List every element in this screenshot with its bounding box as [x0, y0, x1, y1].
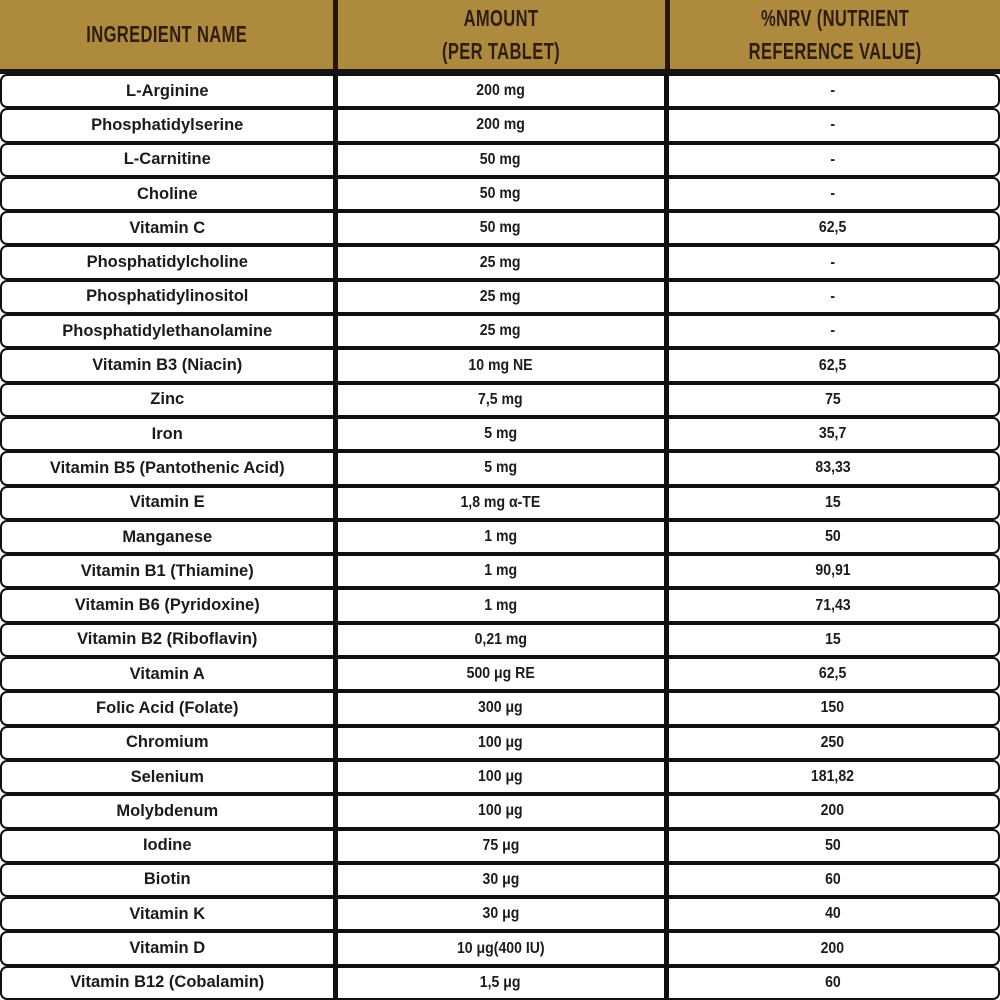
amount-value: 50 mg [480, 185, 521, 203]
ingredient-name-cell: Phosphatidylethanolamine [62, 321, 273, 340]
table-row [0, 760, 1000, 794]
table-row [0, 520, 1000, 554]
nrv-value: 200 [820, 802, 845, 820]
ingredient-name-cell: Iron [151, 424, 183, 443]
nrv-value: - [830, 185, 836, 203]
table-row [0, 417, 1000, 451]
ingredient-name-cell: Phosphatidylcholine [86, 253, 248, 272]
nrv-value: 150 [820, 699, 845, 717]
amount-value: 75 μg [482, 836, 519, 854]
nrv-cell [669, 625, 998, 655]
nrv-cell [669, 899, 998, 929]
amount-value: 30 μg [482, 870, 519, 888]
ingredient-name-cell: Vitamin K [129, 904, 206, 923]
amount-value: 25 mg [480, 287, 521, 305]
table-row [0, 451, 1000, 485]
table-header-row [0, 0, 1000, 74]
nrv-cell [669, 488, 998, 518]
table-row [0, 691, 1000, 725]
nrv-value: - [830, 116, 836, 134]
nrv-value: 181,82 [811, 768, 855, 786]
amount-value: 30 μg [482, 905, 519, 923]
amount-value: 1 mg [484, 596, 517, 614]
ingredient-name-cell: Choline [137, 184, 198, 203]
amount-value: 500 μg RE [466, 665, 535, 683]
nrv-value: 35,7 [819, 425, 847, 443]
nrv-cell [669, 693, 998, 723]
ingredient-name-cell: Vitamin A [129, 664, 205, 683]
nrv-cell [669, 831, 998, 861]
table-row [0, 829, 1000, 863]
nrv-value: 75 [824, 390, 841, 408]
nrv-value: - [830, 287, 836, 305]
table-row [0, 897, 1000, 931]
amount-cell [333, 179, 669, 209]
ingredient-name-cell: Vitamin B5 (Pantothenic Acid) [49, 458, 285, 477]
ingredient-name-cell: Iodine [142, 836, 192, 855]
nrv-value: - [830, 253, 836, 271]
ingredient-name-cell: Chromium [126, 733, 209, 752]
nrv-value: 83,33 [815, 459, 851, 477]
header-amount [333, 0, 670, 69]
table-row [0, 554, 1000, 588]
nrv-value: 60 [824, 973, 841, 991]
table-row [0, 314, 1000, 348]
nrv-value: - [830, 82, 836, 100]
header-nrv [670, 0, 1000, 69]
amount-value: 10 mg NE [468, 356, 533, 374]
nrv-cell [669, 590, 998, 620]
nrv-value: 50 [824, 836, 841, 854]
table-row [0, 383, 1000, 417]
nrv-value: 62,5 [819, 665, 847, 683]
table-row [0, 108, 1000, 142]
nrv-cell [669, 522, 998, 552]
amount-cell [333, 693, 669, 723]
amount-cell [333, 762, 669, 792]
amount-cell [333, 110, 669, 140]
nrv-cell [669, 350, 998, 380]
amount-cell [333, 247, 669, 277]
nrv-cell [669, 76, 998, 106]
amount-cell [333, 968, 669, 998]
amount-value: 7,5 mg [478, 390, 523, 408]
amount-cell [333, 145, 669, 175]
amount-cell [333, 282, 669, 312]
amount-value: 50 mg [480, 219, 521, 237]
nrv-value: 62,5 [819, 219, 847, 237]
table-row [0, 966, 1000, 1000]
nrv-cell [669, 247, 998, 277]
amount-value: 25 mg [480, 253, 521, 271]
amount-cell [333, 385, 669, 415]
nrv-cell [669, 145, 998, 175]
amount-value: 1 mg [484, 528, 517, 545]
ingredient-name-cell: Vitamin B12 (Cobalamin) [70, 973, 265, 992]
nrv-value: 40 [824, 905, 841, 923]
table-row [0, 280, 1000, 314]
amount-cell [333, 556, 669, 586]
ingredient-name-cell: Phosphatidylserine [91, 115, 244, 134]
ingredient-name-cell: Zinc [150, 390, 185, 409]
amount-value: 100 μg [478, 802, 523, 820]
nrv-value: - [830, 322, 836, 340]
table-row [0, 863, 1000, 897]
amount-cell [333, 933, 669, 963]
table-row [0, 348, 1000, 382]
amount-cell [333, 76, 669, 106]
table-row [0, 245, 1000, 279]
nrv-cell [669, 865, 998, 895]
amount-value: 300 μg [478, 699, 523, 717]
nrv-cell [669, 659, 998, 689]
ingredient-name-cell: Molybdenum [116, 801, 219, 820]
table-body [0, 74, 1000, 1000]
nrv-value: 15 [824, 630, 841, 648]
amount-value: 5 mg [484, 425, 517, 443]
header-ingredient-name [0, 0, 333, 69]
nrv-cell [669, 556, 998, 586]
ingredient-name-cell: Vitamin B3 (Niacin) [92, 356, 243, 375]
header-nrv-line1: %NRV (NUTRIENT [760, 5, 910, 32]
table-row [0, 931, 1000, 965]
amount-cell [333, 453, 669, 483]
table-row [0, 794, 1000, 828]
nrv-cell [669, 110, 998, 140]
amount-cell [333, 796, 669, 826]
table-row [0, 486, 1000, 520]
amount-cell [333, 316, 669, 346]
ingredient-name-cell: Selenium [130, 767, 204, 786]
header-ingredient-name-label: INGREDIENT NAME [86, 21, 247, 48]
ingredient-name-cell: Vitamin B1 (Thiamine) [80, 561, 254, 580]
ingredient-name-cell: Vitamin C [129, 218, 206, 237]
amount-value: 1,8 mg α-TE [460, 493, 541, 511]
ingredient-name-cell: Vitamin B6 (Pyridoxine) [74, 596, 260, 615]
amount-cell [333, 865, 669, 895]
table-row [0, 726, 1000, 760]
table-row [0, 588, 1000, 622]
header-nrv-line2: REFERENCE VALUE) [748, 37, 922, 64]
table-row [0, 623, 1000, 657]
header-amount-line1: AMOUNT [464, 5, 539, 32]
ingredient-name-cell: Phosphatidylinositol [86, 287, 249, 306]
nrv-cell [669, 282, 998, 312]
nrv-cell [669, 179, 998, 209]
amount-value: 200 mg [476, 116, 525, 134]
amount-value: 10 μg(400 IU) [456, 939, 545, 957]
ingredient-name-cell: Vitamin E [129, 493, 205, 512]
nrv-value: 71,43 [815, 596, 851, 614]
amount-cell [333, 488, 669, 518]
table-row [0, 143, 1000, 177]
amount-cell [333, 625, 669, 655]
amount-value: 1,5 μg [480, 973, 521, 991]
amount-value: 0,21 mg [474, 630, 527, 648]
nrv-cell [669, 419, 998, 449]
table-row [0, 211, 1000, 245]
ingredient-name-cell: Biotin [143, 870, 191, 889]
nrv-value: - [830, 150, 836, 168]
ingredient-name-cell: L-Carnitine [123, 150, 211, 169]
amount-value: 100 μg [478, 733, 523, 751]
nrv-value: 50 [824, 528, 841, 545]
amount-cell [333, 213, 669, 243]
table-row [0, 74, 1000, 108]
nrv-cell [669, 968, 998, 998]
nrv-cell [669, 385, 998, 415]
amount-cell [333, 728, 669, 758]
ingredient-name-cell: Folic Acid (Folate) [96, 698, 239, 717]
ingredient-name-cell: Manganese [122, 527, 213, 546]
header-amount-line2: (PER TABLET) [442, 37, 561, 64]
nrv-value: 200 [820, 939, 845, 957]
nrv-value: 250 [820, 733, 845, 751]
amount-cell [333, 590, 669, 620]
table-row [0, 177, 1000, 211]
ingredient-name-cell: L-Arginine [126, 81, 209, 100]
table-row [0, 657, 1000, 691]
nrv-cell [669, 728, 998, 758]
amount-value: 25 mg [480, 322, 521, 340]
ingredient-name-cell: Vitamin B2 (Riboflavin) [77, 630, 258, 649]
amount-cell [333, 419, 669, 449]
nrv-cell [669, 796, 998, 826]
amount-value: 100 μg [478, 768, 523, 786]
nrv-value: 90,91 [815, 562, 851, 580]
nrv-value: 62,5 [819, 356, 847, 374]
amount-value: 200 mg [476, 82, 525, 100]
amount-value: 1 mg [484, 562, 517, 580]
nrv-value: 15 [824, 493, 841, 511]
nrv-cell [669, 453, 998, 483]
nrv-cell [669, 213, 998, 243]
amount-cell [333, 522, 669, 552]
amount-cell [333, 659, 669, 689]
amount-value: 5 mg [484, 459, 517, 477]
nrv-cell [669, 933, 998, 963]
amount-cell [333, 350, 669, 380]
ingredient-name-cell: Vitamin D [129, 939, 206, 958]
nrv-cell [669, 316, 998, 346]
amount-value: 50 mg [480, 150, 521, 168]
amount-cell [333, 899, 669, 929]
nrv-cell [669, 762, 998, 792]
amount-cell [333, 831, 669, 861]
nrv-value: 60 [824, 870, 841, 888]
